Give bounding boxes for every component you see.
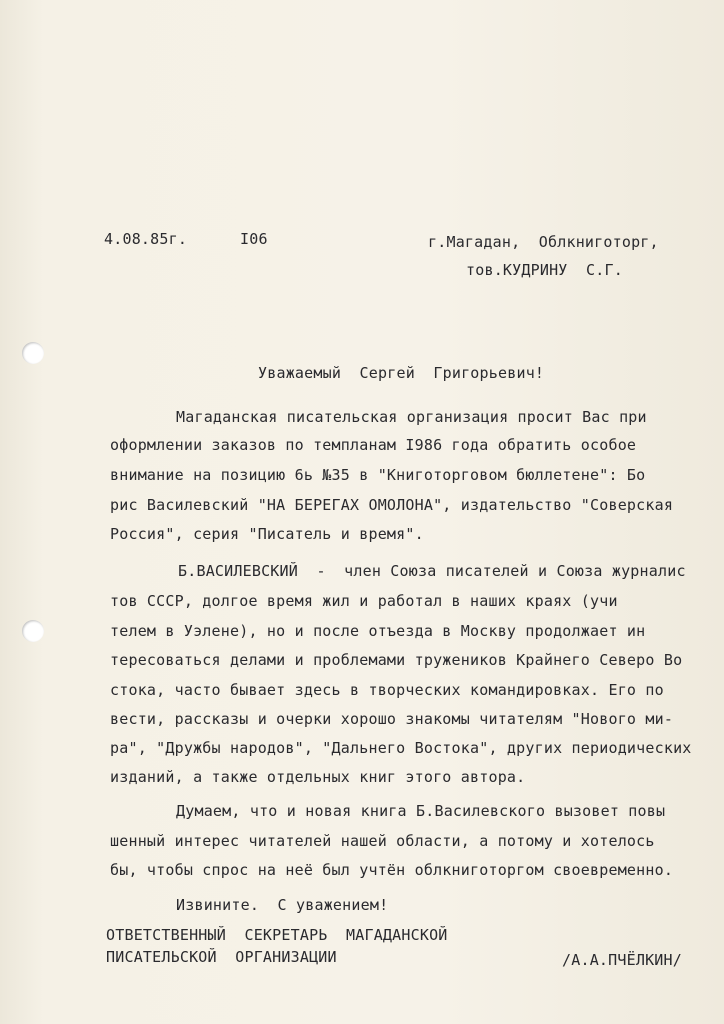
- letter-date: 4.08.85г.: [104, 230, 188, 248]
- body-line: бы, чтобы спрос на неё был учтён облкниготоргом своевременно.: [110, 861, 674, 879]
- addressee-line-1: г.Магадан, Облкниготорг,: [428, 233, 659, 251]
- body-line: Б.ВАСИЛЕВСКИЙ - член Союза писателей и Союза журналис: [178, 562, 686, 580]
- salutation: Уважаемый Сергей Григорьевич!: [258, 364, 545, 382]
- addressee-line-2: тов.КУДРИНУ С.Г.: [466, 261, 623, 279]
- body-line: внимание на позицию 6ь №35 в "Книготорговом бюллетене": Бо: [110, 466, 646, 484]
- body-line: телем в Уэлене), но и после отъезда в Москву продолжает ин: [110, 622, 646, 640]
- closing: Извините. С уважением!: [176, 896, 389, 914]
- body-line: шенный интерес читателей нашей области, а потому и хотелось: [110, 832, 655, 850]
- body-line: тов СССР, долгое время жил и работал в наших краях (учи: [110, 592, 618, 610]
- body-line: тересоваться делами и проблемами тружеников Крайнего Северо Во: [110, 651, 683, 669]
- body-line: рис Василевский "НА БЕРЕГАХ ОМОЛОНА", издательство "Соверская: [110, 496, 674, 514]
- body-line: стока, часто бывает здесь в творческих командировках. Его по: [110, 681, 664, 699]
- letter-number: I06: [240, 230, 268, 248]
- body-line: изданий, а также отдельных книг этого автора.: [110, 768, 526, 786]
- body-line: ра", "Дружбы народов", "Дальнего Востока", других периодических: [110, 739, 692, 757]
- body-line: вести, рассказы и очерки хорошо знакомы читателям "Нового ми-: [110, 710, 674, 728]
- body-line: оформлении заказов по темпланам I986 года обратить особое: [110, 436, 637, 454]
- body-line: Россия", серия "Писатель и время".: [110, 525, 424, 543]
- signatory-title-line-1: ОТВЕТСТВЕННЫЙ СЕКРЕТАРЬ МАГАДАНСКОЙ: [106, 926, 448, 944]
- signatory-name: /А.А.ПЧЁЛКИН/: [562, 951, 682, 969]
- punch-hole: [22, 342, 44, 364]
- signatory-title-line-2: ПИСАТЕЛЬСКОЙ ОРГАНИЗАЦИИ: [106, 948, 337, 966]
- body-line: Магаданская писательская организация просит Вас при: [176, 408, 647, 426]
- punch-hole: [22, 620, 44, 642]
- body-line: Думаем, что и новая книга Б.Василевского вызовет повы: [176, 802, 666, 820]
